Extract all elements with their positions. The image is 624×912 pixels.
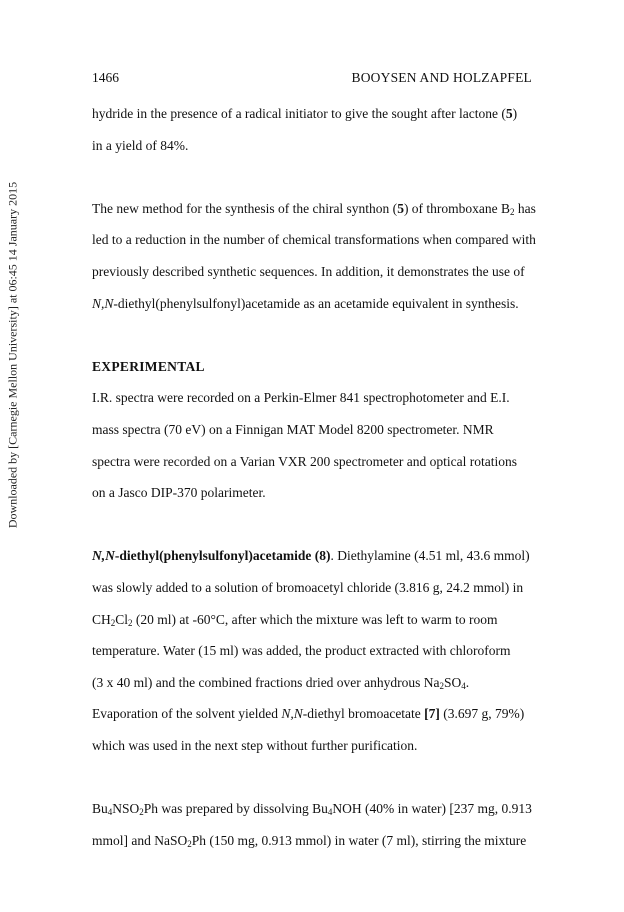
text-span: -diethyl bromoacetate [302,706,425,722]
paragraph-gap [92,767,536,799]
subscript: 2 [439,680,445,691]
text-line [92,799,536,831]
text-line [92,294,536,326]
text-line [92,831,536,863]
text-span: (3 x 40 ml) and the combined fractions dried over anhydrous Na [92,674,440,690]
subscript: 2 [110,617,116,628]
section-experimental [92,357,536,515]
text-line: which was used in the next step without further purification. [92,737,418,753]
page-body [92,104,536,862]
text-line: temperature. Water (15 ml) was added, the product extracted with chloroform [92,643,511,659]
text-span: ) [512,106,518,121]
paragraph-gap [92,167,536,199]
text-span: Evaporation of the solvent yielded [92,706,282,722]
compound-title: -diethyl(phenylsulfonyl)acetamide (8) [114,548,331,564]
text-span: Ph (150 mg, 0.913 mmol) in water (7 ml), stirring the mixture [191,832,527,848]
text-line: was slowly added to a solution of bromoacetyl chloride (3.816 g, 24.2 mmol) in [92,579,524,595]
compound-ref: 5 [397,200,404,216]
paragraph-compound-8 [92,546,536,767]
paragraph-bu4nso2ph [92,799,536,862]
section-heading: EXPERIMENTAL [92,358,205,374]
running-head: BOOYSEN AND HOLZAPFEL [351,70,532,85]
text-span: ) of thromboxane B [403,200,511,216]
text-span: has [514,200,536,216]
text-span: mmol] and NaSO [92,832,188,848]
text-span: Cl [115,611,129,627]
text-line [92,199,536,231]
text-span: (3.697 g, 79%) [439,706,525,722]
text-span: -diethyl(phenylsulfonyl)acetamide as an acetamide equivalent in synthesis. [113,295,519,311]
text-line: previously described synthetic sequences. In addition, it demonstrates the use of [92,263,525,279]
italic-text: N,N [281,706,303,722]
text-line: spectra were recorded on a Varian VXR 200 spectrometer and optical rotations [92,453,517,469]
text-line: mass spectra (70 eV) on a Finnigan MAT Model 8200 spectrometer. NMR [92,421,494,437]
subscript: 2 [128,617,133,628]
subscript: 4 [327,807,333,818]
text-span: NSO [112,801,140,817]
text-line: I.R. spectra were recorded on a Perkin-Elmer 841 spectrophotometer and E.I. [92,390,510,406]
paragraph-lactone-yield [92,104,536,167]
compound-title-italic: N,N [92,548,115,564]
text-line: led to a reduction in the number of chemical transformations when compared with [92,232,536,248]
text-span: Ph was prepared by dissolving Bu [143,801,328,817]
text-line [92,704,536,736]
text-span: The new method for the synthesis of the chiral synthon ( [92,200,398,216]
text-span: hydride in the presence of a radical initiator to give the sought after lactone ( [92,106,506,121]
paragraph-gap [92,515,536,547]
subscript: 2 [510,206,515,217]
paragraph-gap [92,325,536,357]
text-span: CH [92,611,111,627]
text-span: SO [444,674,462,690]
subscript: 2 [187,838,192,849]
italic-text: N,N [92,295,114,311]
text-line [92,546,536,578]
text-span: . [465,674,470,690]
download-watermark-text: Downloaded by [Carnegie Mellon University] at 06:45 14 January 2015 [5,181,20,529]
text-span: NOH (40% in water) [237 mg, 0.913 [332,801,532,817]
text-span: Bu [92,801,108,817]
text-line [92,673,536,705]
text-span: (20 ml) at -60°C, after which the mixture was left to warm to room [132,611,498,627]
compound-ref: 5 [505,106,513,121]
page-number: 1466 [92,70,119,85]
text-line [92,104,536,136]
paragraph-summary [92,199,536,325]
subscript: 4 [461,680,466,691]
text-span: . Diethylamine (4.51 ml, 43.6 mmol) [330,548,530,564]
compound-ref: [7] [424,706,440,722]
text-line [92,610,536,642]
text-line: in a yield of 84%. [92,137,189,153]
subscript: 2 [139,807,144,818]
text-line: on a Jasco DIP-370 polarimeter. [92,485,266,501]
subscript: 4 [107,807,113,818]
